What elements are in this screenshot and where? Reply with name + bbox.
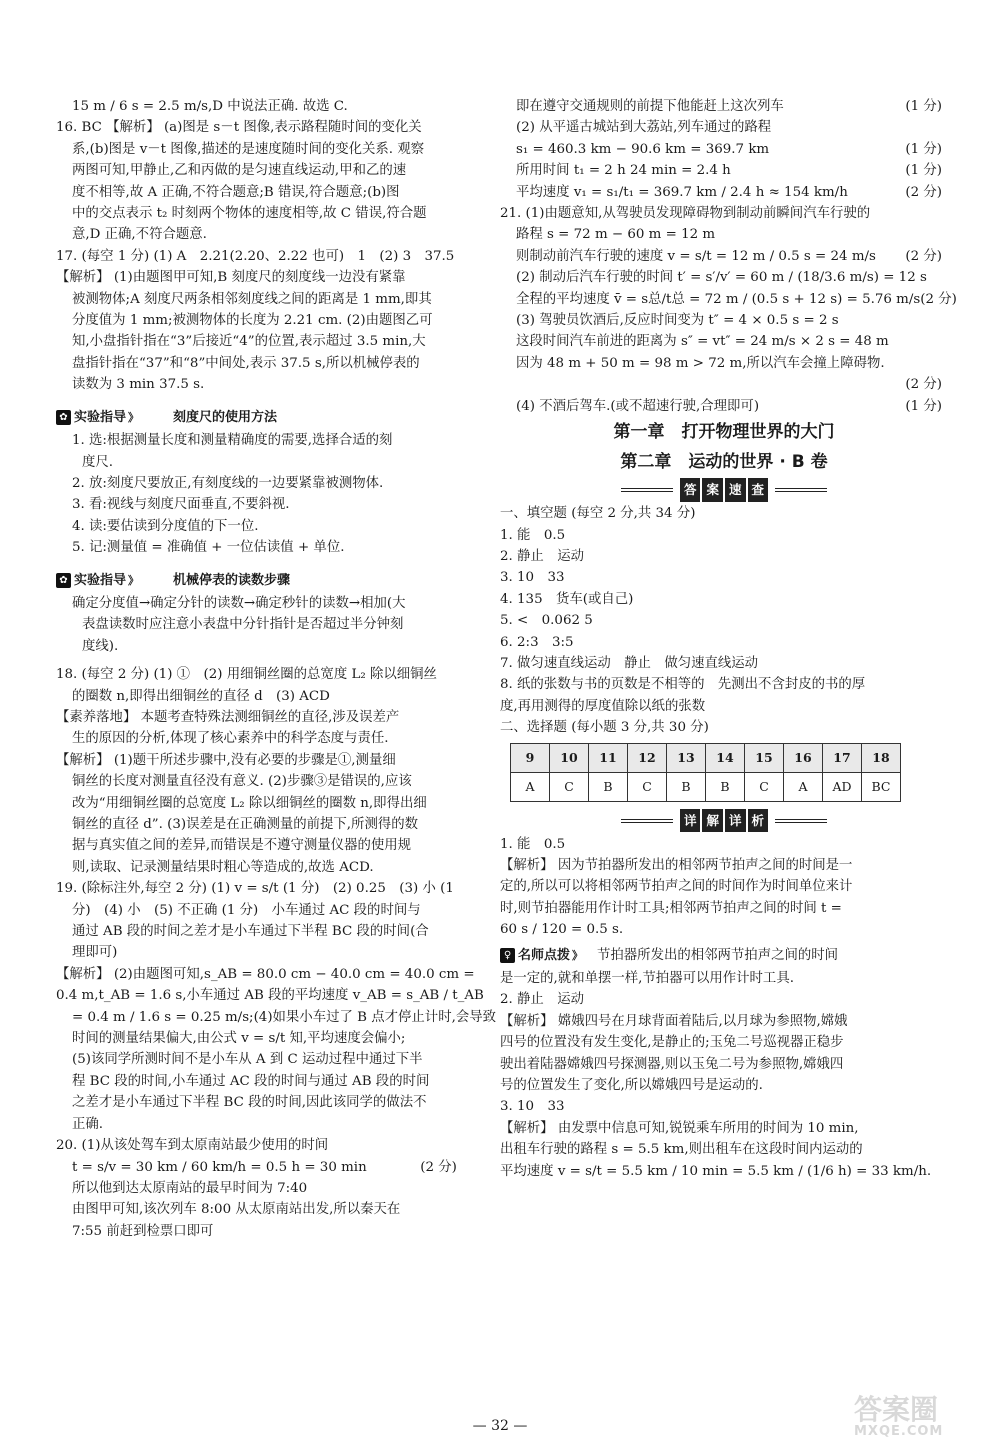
answer-cell: C (628, 772, 667, 801)
text-line: 据与真实值之间的差异,而错误是不遵守测量仪器的使用规 (72, 838, 412, 854)
line-text: 即在遵守交通规则的前提下他能赶上这次列车 (516, 99, 784, 114)
line-text: (3) 驾驶员饮酒后,反应时间变为 t″ = 4 × 0.5 s = 2 s (516, 313, 839, 329)
guide-item: 5. 记:测量值 = 准确值 + 一位估读值 + 单位. (72, 540, 345, 556)
score-mark: (1 分) (905, 99, 942, 114)
text-line: 通过 AB 段的时间之差才是小车通过下半程 BC 段的时间(合 (72, 924, 429, 940)
guide-item: 表盘读数时应注意小表盘中分针指针是否超过半分钟刻 (82, 617, 404, 633)
text-line: 系,(b)图是 v－t 图像,描述的是速度随时间的变化关系. 观察 (72, 141, 425, 157)
line-text: 平均速度 v₁ = s₁/t₁ = 369.7 km / 2.4 h ≈ 154 km/h (516, 184, 848, 200)
text-line (500, 374, 948, 395)
text-line (500, 289, 957, 310)
text-line: 20. (1)从该处驾车到太原南站最少使用的时间 (56, 1138, 329, 1154)
text-line (500, 224, 948, 245)
answer-table (510, 743, 901, 802)
text-line: 18. (每空 2 分) (1) ① (2) 用细铜丝圈的总宽度 L₂ 除以细铜丝 (56, 667, 437, 683)
score-mark: (2 分) (905, 184, 942, 200)
text-line: 【素养落地】 本题考查特殊法测细铜丝的直径,涉及误差产 (56, 709, 400, 725)
solution-line: 号的位置发生了变化,所以嫦娥四号是运动的. (500, 1078, 763, 1094)
left-column (56, 96, 504, 1242)
line-text: 因为 48 m + 50 m = 98 m > 72 m,所以汽车会撞上障碍物. (516, 355, 885, 371)
page-number: — 32 — (472, 1418, 528, 1434)
answer-line: 1. 能 0.5 (500, 527, 566, 543)
text-line (500, 267, 948, 288)
answer-line: 6. 2:3 3:5 (500, 634, 574, 650)
text-line: = 0.4 m / 1.6 s = 0.25 m/s;(4)如果小车过了 B 点才停止计时,会导致 (72, 1009, 497, 1025)
question-number-cell: 11 (589, 743, 628, 772)
solution-line: 【解析】 嫦娥四号在月球背面着陆后,以月球为参照物,嫦娥 (500, 1013, 848, 1029)
score-mark: (2 分) (905, 377, 942, 393)
text-line: 盘指针指在“37”和“8”中间处,表示 37.5 s,所以机械停表的 (72, 355, 420, 371)
answer-line: 4. 135 货车(或自己) (500, 591, 634, 607)
question-number-cell: 18 (862, 743, 901, 772)
line-text: s₁ = 460.3 km − 90.6 km = 369.7 km (516, 141, 770, 157)
line-text: 则制动前汽车行驶的速度 v = s/t = 12 m / 0.5 s = 24 m/s (516, 248, 876, 264)
teacher-tip-heading: ♀ 名师点拨 》 节拍器所发出的相邻两节拍声之间的时间 (500, 945, 948, 966)
solution-line: 3. 10 33 (500, 1099, 565, 1115)
text-line: 知,小盘指针指在“3”后接近“4”的位置,表示超过 3.5 min,大 (72, 334, 426, 350)
detailed-solution-banner: 详 解 详 析 (500, 808, 948, 834)
line-text: 所用时间 t₁ = 2 h 24 min = 2.4 h (516, 163, 731, 179)
guide-item: 2. 放:刻度尺要放正,有刻度线的一边要紧靠被测物体. (72, 475, 384, 491)
answer-cell: C (745, 772, 784, 801)
solution-line: 平均速度 v = s/t = 5.5 km / 10 min = 5.5 km / (1/6 h) = 33 km/h. (500, 1163, 932, 1179)
question-number-cell: 17 (823, 743, 862, 772)
solution-line: 【解析】 由发票中信息可知,锐锐乘车所用的时间为 10 min, (500, 1120, 859, 1136)
text-line (500, 246, 948, 267)
guide-item: 4. 读:要估读到分度值的下一位. (72, 518, 259, 534)
text-line: 铜丝的长度对测量直径没有意义. (2)步骤③是错误的,应该 (72, 774, 412, 790)
text-line (500, 96, 948, 117)
answer-cell: A (511, 772, 550, 801)
text-line: 所以他到达太原南站的最早时间为 7:40 (72, 1180, 308, 1196)
score-mark: (2 分) (920, 291, 957, 307)
text-line: 7:55 前赶到检票口即可 (72, 1223, 214, 1239)
line-text: 21. (1)由题意知,从驾驶员发现障碍物到制动前瞬间汽车行驶的 (500, 206, 871, 222)
flask-icon: ✿ (56, 410, 71, 425)
guide-item: 度线). (82, 638, 119, 654)
question-number-cell: 12 (628, 743, 667, 772)
text-line: 被测物体;A 刻度尺两条相邻刻度线之间的距离是 1 mm,即其 (72, 291, 432, 307)
text-line: 由图甲可知,该次列车 8:00 从太原南站出发,所以秦天在 (72, 1202, 401, 1218)
text-line: 17. (每空 1 分) (1) A 2.21(2.20、2.22 也可) 1 (2) 3 37.5 (56, 248, 455, 264)
solution-line: 2. 静止 运动 (500, 992, 584, 1008)
solution-line: 定的,所以可以将相邻两节拍声之间的时间作为时间单位来计 (500, 879, 853, 895)
text-line: 度不相等,故 A 正确,不符合题意;B 错误,符合题意;(b)图 (72, 184, 400, 200)
text-line: 读数为 3 min 37.5 s. (72, 377, 205, 393)
question-number-cell: 13 (667, 743, 706, 772)
text-line: 【解析】 (2)由题图可知,s_AB = 80.0 cm − 40.0 cm = 40.0 cm = (56, 966, 475, 982)
solution-line: 1. 能 0.5 (500, 836, 566, 852)
text-line: 时间的测量结果偏大,由公式 v = s/t 知,平均速度会偏小; (72, 1031, 406, 1047)
text-line: 0.4 m,t_AB = 1.6 s,小车通过 AB 段的平均速度 v_AB = s_AB / t_AB (56, 988, 484, 1004)
text-line: 则,读取、记录测量结果时粗心等造成的,故选 ACD. (72, 859, 374, 875)
text-line: 15 m / 6 s = 2.5 m/s,D 中说法正确. 故选 C. (72, 99, 348, 114)
answer-line: 5. < 0.062 5 (500, 613, 593, 629)
text-line: (5)该同学所测时间不是小车从 A 到 C 运动过程中通过下半 (72, 1052, 423, 1068)
solution-line: 60 s / 120 = 0.5 s. (500, 922, 624, 938)
text-line: t = s/v = 30 km / 60 km/h = 0.5 h = 30 min (2 分) (72, 1159, 457, 1175)
score-mark: (1 分) (905, 398, 942, 414)
arrow-icon: 》 (128, 410, 140, 424)
text-line (500, 182, 948, 203)
arrow-icon: 》 (572, 948, 584, 962)
teacher-icon: ♀ (500, 948, 515, 963)
text-line: 分度值为 1 mm;被测物体的长度为 2.21 cm. (2)由题图乙可 (72, 313, 433, 329)
answer-line: 3. 10 33 (500, 570, 565, 586)
text-line (500, 396, 948, 417)
answer-line: 8. 纸的张数与书的页数是不相等的 先测出不含封皮的书的厚 (500, 677, 866, 693)
line-text: (2) 制动后汽车行驶的时间 t′ = s′/v′ = 60 m / (18/3.6 m/s) = 12 s (516, 270, 927, 286)
solution-line: 驶出着陆器嫦娥四号探测器,则以玉兔二号为参照物,嫦娥四 (500, 1056, 844, 1072)
text-line: 【解析】 (1)由题图甲可知,B 刻度尺的刻度线一边没有紧靠 (56, 270, 406, 286)
answer-cell: AD (823, 772, 862, 801)
score-mark: (1 分) (905, 141, 942, 157)
text-line: 【解析】 (1)题干所述步骤中,没有必要的步骤是①,测量细 (56, 752, 396, 768)
flask-icon: ✿ (56, 573, 71, 588)
answer-quick-check-banner: 答 案 速 查 (500, 477, 948, 503)
teacher-tip-text: 是一定的,就和单摆一样,节拍器可以用作计时工具. (500, 971, 794, 986)
answer-line: 2. 静止 运动 (500, 548, 584, 564)
question-number-cell: 14 (706, 743, 745, 772)
solution-line: 时,则节拍器能用作计时工具;相邻两节拍声之间的时间 t = (500, 900, 842, 916)
answer-cell: B (706, 772, 745, 801)
answer-cell: B (589, 772, 628, 801)
question-number-cell: 15 (745, 743, 784, 772)
line-text: 全程的平均速度 v̄ = s总/t总 = 72 m / (0.5 s + 12 s) = 5.76 m/s (516, 291, 921, 307)
score-mark: (2 分) (905, 248, 942, 264)
answer-line: 7. 做匀速直线运动 静止 做匀速直线运动 (500, 655, 759, 671)
text-line: 的圈数 n,即得出细铜丝的直径 d (3) ACD (72, 688, 330, 704)
answer-cell: A (784, 772, 823, 801)
text-line (500, 139, 948, 160)
line-text: (2) 从平遥古城站到大荔站,列车通过的路程 (516, 120, 772, 136)
text-line: 改为“用细铜丝圈的总宽度 L₂ 除以细铜丝的圈数 n,即得出细 (72, 795, 427, 811)
text-line (500, 117, 948, 138)
answer-cell: BC (862, 772, 901, 801)
text-line: 生的原因的分析,体现了核心素养中的科学态度与责任. (72, 731, 389, 747)
text-line (500, 310, 948, 331)
answer-cell: C (550, 772, 589, 801)
guide-item: 1. 选:根据测量长度和测量精确度的需要,选择合适的刻 (72, 433, 393, 449)
solution-line: 出租车行驶的路程 s = 5.5 km,则出租车在这段时间内运动的 (500, 1142, 863, 1158)
guide-title: 刻度尺的使用方法 (173, 409, 278, 425)
text-line: 理即可) (72, 945, 118, 961)
text-line: 正确. (72, 1116, 104, 1132)
guide-heading: ✿ 实验指导 》 刻度尺的使用方法 (56, 407, 504, 428)
text-line (500, 160, 948, 181)
text-line (500, 353, 948, 374)
text-line (500, 203, 948, 224)
text-line: 意,D 正确,不符合题意. (72, 227, 207, 243)
text-line: 铜丝的直径 d”. (3)误差是在正确测量的前提下,所测得的数 (72, 817, 419, 832)
chapter-subtitle: 第二章 运动的世界 · B 卷 (620, 452, 828, 473)
arrow-icon: 》 (128, 573, 140, 587)
guide-item: 确定分度值→确定分针的读数→确定秒针的读数→相加(大 (72, 595, 406, 611)
answer-cell: B (667, 772, 706, 801)
answer-line: 度,再用测得的厚度值除以纸的张数 (500, 698, 706, 714)
choice-section-title: 二、选择题 (每小题 3 分,共 30 分) (500, 720, 709, 736)
text-line: 16. BC 【解析】 (a)图是 s－t 图像,表示路程随时间的变化关 (56, 120, 422, 136)
text-line: 分) (4) 小 (5) 不正确 (1 分) 小车通过 AC 段的时间与 (72, 902, 421, 918)
text-line: 19. (除标注外,每空 2 分) (1) v = s/t (1 分) (2) 0.25 (3) 小 (1 (56, 881, 454, 897)
right-column (500, 96, 957, 1182)
chapter-title: 第一章 打开物理世界的大门 (613, 422, 835, 443)
line-text: 路程 s = 72 m − 60 m = 12 m (516, 227, 716, 243)
text-line: 中的交点表示 t₂ 时刻两个物体的速度相等,故 C 错误,符合题 (72, 206, 427, 222)
guide-item: 3. 看:视线与刻度尺面垂直,不要斜视. (72, 497, 290, 513)
question-number-cell: 16 (784, 743, 823, 772)
solution-line: 四号的位置没有发生变化,是静止的;玉兔二号巡视器正稳步 (500, 1035, 844, 1051)
question-number-cell: 10 (550, 743, 589, 772)
text-line: 程 BC 段的时间,小车通过 AC 段的时间与通过 AB 段的时间 (72, 1073, 430, 1089)
watermark-logo: 答案圈 MXQE.COM (854, 1393, 944, 1439)
text-line (500, 331, 948, 352)
line-text: (4) 不酒后驾车.(或不超速行驶,合理即可) (516, 398, 760, 414)
guide-heading: ✿ 实验指导 》 机械停表的读数步骤 (56, 570, 504, 591)
score-mark: (1 分) (905, 163, 942, 179)
text-line: 两图可知,甲静止,乙和丙做的是匀速直线运动,甲和乙的速 (72, 163, 407, 179)
solution-line: 【解析】 因为节拍器所发出的相邻两节拍声之间的时间是一 (500, 857, 853, 873)
guide-title: 机械停表的读数步骤 (173, 572, 291, 588)
text-line: 之差才是小车通过下半程 BC 段的时间,因此该同学的做法不 (72, 1095, 427, 1111)
line-text: 这段时间汽车前进的距离为 s″ = vt″ = 24 m/s × 2 s = 48 m (516, 334, 889, 350)
answer-line: 一、填空题 (每空 2 分,共 34 分) (500, 506, 696, 522)
question-number-cell: 9 (511, 743, 550, 772)
guide-item: 度尺. (82, 454, 114, 470)
